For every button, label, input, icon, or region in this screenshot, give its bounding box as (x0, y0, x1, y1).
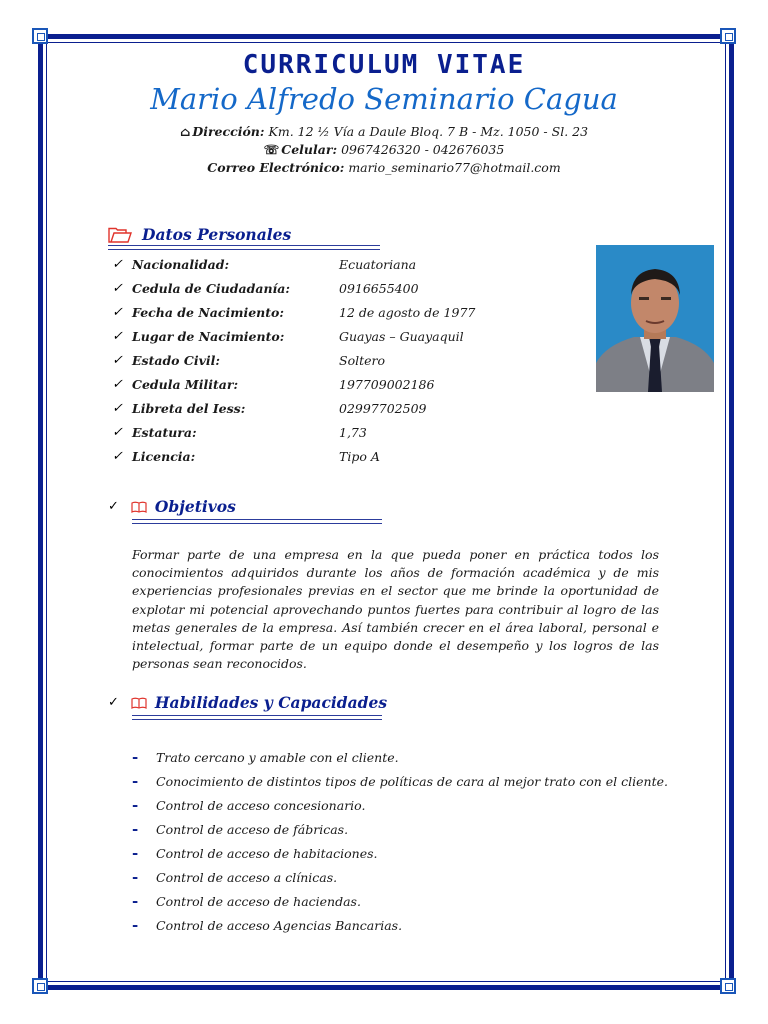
skill-text: Control de acceso concesionario. (156, 797, 366, 813)
section-heading-personal (108, 225, 291, 244)
field-label: Fecha de Nacimiento: (132, 305, 284, 320)
profile-photo (596, 245, 714, 392)
address-value: Km. 12 ½ Vía a Daule Bloq. 7 B - Mz. 1050 - Sl. 23 (268, 124, 589, 139)
dash-bullet: - (132, 796, 139, 814)
heading-underline (108, 245, 380, 246)
check-icon: ✓ (108, 695, 119, 710)
check-icon: ✓ (112, 281, 123, 296)
personal-data-row (112, 281, 419, 296)
skill-item (132, 748, 399, 766)
field-value: 02997702509 (339, 401, 427, 416)
skill-item (132, 916, 402, 934)
field-label: Cedula de Ciudadanía: (132, 281, 290, 296)
phone-value: 0967426320 - 042676035 (341, 142, 505, 157)
personal-data-row (112, 257, 416, 272)
skill-text: Control de acceso de habitaciones. (156, 845, 378, 861)
address-label: Dirección: (192, 124, 265, 139)
dash-bullet: - (132, 820, 139, 838)
section-title: Objetivos (154, 497, 236, 516)
skill-text: Control de acceso a clínicas. (156, 869, 338, 885)
phone-label: Celular: (281, 142, 338, 157)
email-label: Correo Electrónico: (207, 160, 345, 175)
corner-ornament-top-right (720, 28, 736, 44)
check-icon: ✓ (112, 425, 123, 440)
personal-data-row (112, 377, 434, 392)
personal-data-row (112, 353, 385, 368)
skill-item (132, 820, 348, 838)
heading-underline-second (132, 523, 382, 524)
field-value: Tipo A (339, 449, 380, 464)
skill-text: Control de acceso Agencias Bancarias. (156, 917, 403, 933)
check-icon: ✓ (108, 499, 119, 514)
phone-line (0, 142, 768, 157)
field-label: Libreta del Iess: (132, 401, 246, 416)
skill-item (132, 892, 361, 910)
dash-bullet: - (132, 868, 139, 886)
corner-ornament-bottom-right (720, 978, 736, 994)
address-line (0, 124, 768, 139)
skill-item (132, 868, 337, 886)
skill-item (132, 796, 365, 814)
book-icon (131, 697, 147, 709)
objectives-paragraph: Formar parte de una empresa en la que pueda poner en práctica todos los conocimientos adquiridos durante los años de formación académica y de mis experiencias profesionales previas en el sector que me brinde la oportunidad de explotar mi potencial aprovechando puntos fuertes para contribuir al logro de las metas generales de la empresa. Así también crecer en el área laboral, personal e intelectual, formar parte de un equipo donde el desempeño y los logros de las personas sean reconocidos. (132, 547, 659, 672)
check-icon: ✓ (112, 329, 123, 344)
personal-data-row (112, 449, 380, 464)
skill-text: Conocimiento de distintos tipos de políticas de cara al mejor trato con el cliente. (156, 773, 668, 789)
field-value: Soltero (339, 353, 386, 368)
skill-text: Control de acceso de haciendas. (156, 893, 361, 909)
mailbox-icon: ⌂ (179, 124, 191, 139)
dash-bullet: - (132, 748, 139, 766)
corner-ornament-top-left (32, 28, 48, 44)
folder-icon (108, 227, 132, 243)
check-icon: ✓ (112, 257, 123, 272)
skill-text: Trato cercano y amable con el cliente. (156, 749, 399, 765)
heading-underline (132, 519, 382, 520)
field-label: Licencia: (132, 449, 196, 464)
email-line (0, 160, 768, 175)
field-value: Guayas – Guayaquil (339, 329, 464, 344)
dash-bullet: - (132, 892, 139, 910)
corner-ornament-bottom-left (32, 978, 48, 994)
section-heading-skills (108, 693, 387, 712)
check-icon: ✓ (112, 377, 123, 392)
section-title: Habilidades y Capacidades (154, 693, 388, 712)
skill-item (132, 772, 668, 790)
field-value: 0916655400 (339, 281, 419, 296)
field-value: 197709002186 (339, 377, 435, 392)
email-value: mario_seminario77@hotmail.com (348, 160, 561, 175)
heading-underline-second (132, 719, 382, 720)
document-title: CURRICULUM VITAE (242, 50, 526, 80)
section-heading-objectives (108, 497, 236, 516)
personal-data-row (112, 305, 475, 320)
phone-icon: ☏ (263, 142, 280, 157)
field-value: 12 de agosto de 1977 (339, 305, 476, 320)
book-icon (131, 501, 147, 513)
dash-bullet: - (132, 772, 139, 790)
check-icon: ✓ (112, 305, 123, 320)
personal-data-row (112, 425, 367, 440)
skill-item (132, 844, 377, 862)
personal-data-row (112, 329, 464, 344)
field-label: Nacionalidad: (132, 257, 230, 272)
check-icon: ✓ (112, 353, 123, 368)
field-label: Estado Civil: (132, 353, 220, 368)
heading-underline-second (108, 249, 380, 250)
dash-bullet: - (132, 916, 139, 934)
field-value: Ecuatoriana (339, 257, 417, 272)
dash-bullet: - (132, 844, 139, 862)
check-icon: ✓ (112, 401, 123, 416)
heading-underline (132, 715, 382, 716)
personal-data-row (112, 401, 426, 416)
field-label: Lugar de Nacimiento: (132, 329, 285, 344)
field-label: Cedula Militar: (132, 377, 239, 392)
field-label: Estatura: (132, 425, 197, 440)
check-icon: ✓ (112, 449, 123, 464)
section-title: Datos Personales (142, 225, 292, 244)
skill-text: Control de acceso de fábricas. (156, 821, 349, 837)
field-value: 1,73 (339, 425, 367, 440)
candidate-name: Mario Alfredo Seminario Cagua (150, 82, 618, 116)
